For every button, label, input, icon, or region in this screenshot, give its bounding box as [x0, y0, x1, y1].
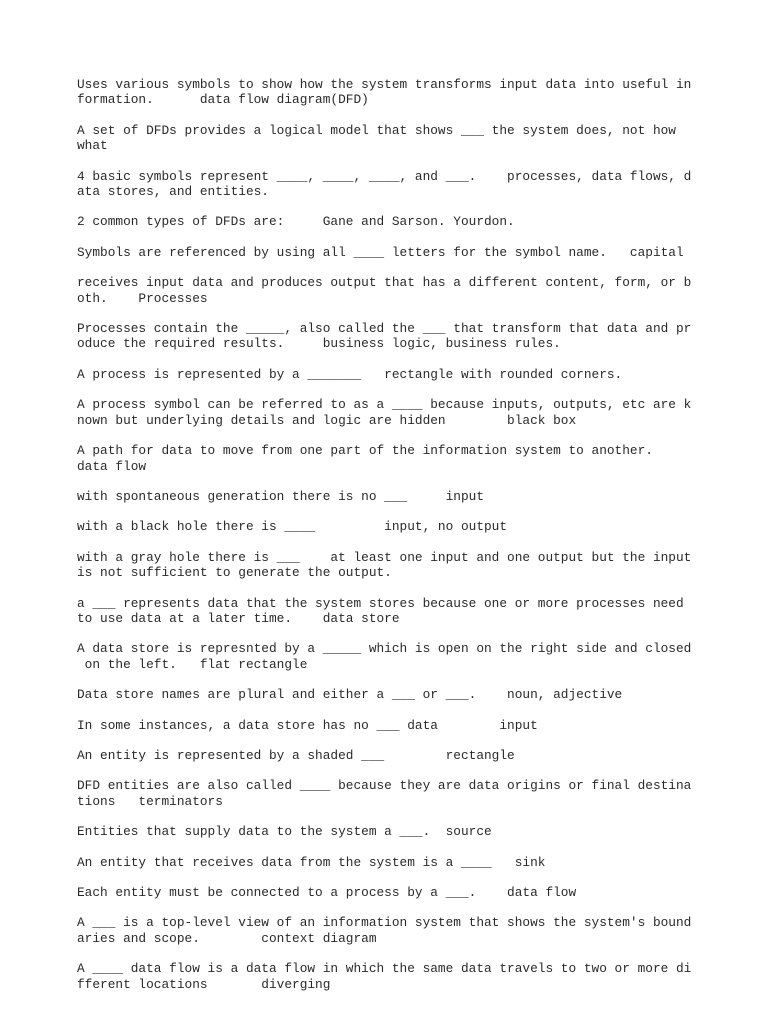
flashcard-entry: receives input data and produces output that has a different content, form, or b oth. Processes	[77, 275, 692, 306]
flashcard-entry: with a gray hole there is ___ at least one input and one output but the input is not sufficient to generate the output.	[77, 549, 692, 581]
flashcard-entry: In some instances, a data store has no ___ data input	[77, 717, 538, 733]
flashcard-entry: An entity is represented by a shaded ___ rectangle	[77, 747, 515, 763]
flashcard-entry: a ___ represents data that the system stores because one or more processes need to use data at a later time. data store	[77, 595, 684, 626]
flashcard-entry: A ____ data flow is a data flow in which the same data travels to two or more di fferent locations diverging	[77, 961, 692, 992]
flashcard-entry: with a black hole there is ____ input, no output	[77, 519, 508, 535]
flashcard-entry: Entities that supply data to the system a ___. source	[77, 824, 492, 840]
flashcard-entry: Each entity must be connected to a process by a ___. data flow	[77, 885, 577, 900]
flashcard-entry: A process symbol can be referred to as a ____ because inputs, outputs, etc are k nown but underlying details and logic are hidden black box	[77, 397, 692, 428]
flashcard-entry: 2 common types of DFDs are: Gane and Sarson. Yourdon.	[77, 214, 515, 230]
flashcard-entry: Uses various symbols to show how the system transforms input data into useful in formation. data flow diagram(DFD)	[77, 77, 692, 108]
flashcard-entry: Data store names are plural and either a ___ or ___. noun, adjective	[77, 687, 623, 703]
flashcard-entry: An entity that receives data from the system is a ____ sink	[77, 854, 546, 870]
flashcard-entry: A path for data to move from one part of the information system to another. data flow	[77, 443, 653, 474]
flashcard-list	[77, 77, 707, 1007]
flashcard-entry: DFD entities are also called ____ because they are data origins or final destina tions terminators	[77, 778, 692, 809]
flashcard-entry: A process is represented by a _______ rectangle with rounded corners.	[77, 366, 623, 382]
flashcard-entry: A data store is represnted by a _____ which is open on the right side and closed on the left. flat rectangle	[77, 641, 692, 672]
flashcard-entry: A set of DFDs provides a logical model that shows ___ the system does, not how what	[77, 122, 676, 154]
flashcard-entry: Processes contain the _____, also called the ___ that transform that data and pr oduce the required results. business logic, business rules.	[77, 321, 692, 352]
flashcard-entry: Symbols are referenced by using all ____ letters for the symbol name. capital	[77, 244, 684, 260]
flashcard-entry: with spontaneous generation there is no ___ input	[77, 488, 485, 504]
flashcard-entry: A ___ is a top-level view of an information system that shows the system's bound aries and scope. context diagram	[77, 915, 692, 946]
flashcard-entry: 4 basic symbols represent ____, ____, ____, and ___. processes, data flows, d ata stores, and entities.	[77, 168, 692, 200]
